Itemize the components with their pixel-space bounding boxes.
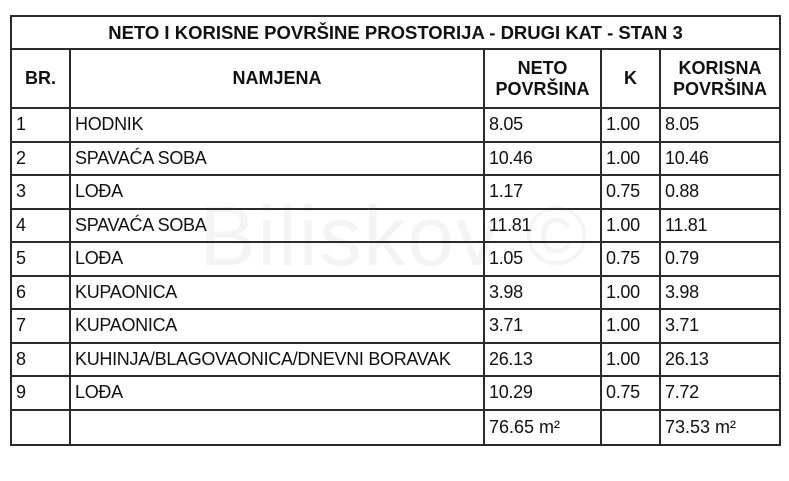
cell-korisna: 0.79 bbox=[660, 242, 780, 276]
total-korisna: 73.53 m² bbox=[660, 410, 780, 445]
header-k: K bbox=[601, 49, 660, 108]
cell-k: 1.00 bbox=[601, 309, 660, 343]
totals-row bbox=[11, 410, 780, 445]
cell-br: 9 bbox=[11, 376, 70, 410]
cell-k: 0.75 bbox=[601, 376, 660, 410]
table-row bbox=[11, 309, 780, 343]
cell-k: 1.00 bbox=[601, 343, 660, 377]
total-neto: 76.65 m² bbox=[484, 410, 601, 445]
cell-namjena: LOĐA bbox=[70, 242, 484, 276]
cell-br: 2 bbox=[11, 142, 70, 176]
cell-neto: 1.17 bbox=[484, 175, 601, 209]
area-table bbox=[10, 15, 781, 446]
cell-br: 4 bbox=[11, 209, 70, 243]
cell-korisna: 3.71 bbox=[660, 309, 780, 343]
totals-br bbox=[11, 410, 70, 445]
cell-k: 1.00 bbox=[601, 108, 660, 142]
cell-neto: 3.71 bbox=[484, 309, 601, 343]
header-neto-line2: POVRŠINA bbox=[495, 78, 590, 99]
cell-namjena: LOĐA bbox=[70, 376, 484, 410]
totals-namjena bbox=[70, 410, 484, 445]
cell-k: 1.00 bbox=[601, 276, 660, 310]
cell-neto: 1.05 bbox=[484, 242, 601, 276]
cell-korisna: 10.46 bbox=[660, 142, 780, 176]
cell-br: 1 bbox=[11, 108, 70, 142]
cell-namjena: LOĐA bbox=[70, 175, 484, 209]
cell-korisna: 7.72 bbox=[660, 376, 780, 410]
cell-namjena: KUPAONICA bbox=[70, 309, 484, 343]
cell-korisna: 11.81 bbox=[660, 209, 780, 243]
cell-br: 5 bbox=[11, 242, 70, 276]
cell-neto: 11.81 bbox=[484, 209, 601, 243]
cell-br: 8 bbox=[11, 343, 70, 377]
table-row bbox=[11, 376, 780, 410]
cell-br: 6 bbox=[11, 276, 70, 310]
cell-namjena: KUHINJA/BLAGOVAONICA/DNEVNI BORAVAK bbox=[70, 343, 484, 377]
cell-korisna: 8.05 bbox=[660, 108, 780, 142]
cell-namjena: SPAVAĆA SOBA bbox=[70, 142, 484, 176]
cell-k: 1.00 bbox=[601, 209, 660, 243]
cell-namjena: HODNIK bbox=[70, 108, 484, 142]
table-row bbox=[11, 276, 780, 310]
cell-korisna: 3.98 bbox=[660, 276, 780, 310]
table-row bbox=[11, 175, 780, 209]
cell-namjena: KUPAONICA bbox=[70, 276, 484, 310]
cell-korisna: 26.13 bbox=[660, 343, 780, 377]
cell-k: 0.75 bbox=[601, 242, 660, 276]
cell-br: 3 bbox=[11, 175, 70, 209]
header-neto-line1: NETO bbox=[517, 57, 568, 78]
table-title: NETO I KORISNE POVRŠINE PROSTORIJA - DRUGI KAT - STAN 3 bbox=[11, 16, 780, 49]
table-row bbox=[11, 242, 780, 276]
table-row bbox=[11, 108, 780, 142]
header-korisna-line2: POVRŠINA bbox=[673, 78, 768, 99]
header-neto bbox=[484, 49, 601, 108]
cell-neto: 10.29 bbox=[484, 376, 601, 410]
totals-k bbox=[601, 410, 660, 445]
cell-k: 1.00 bbox=[601, 142, 660, 176]
header-korisna-line1: KORISNA bbox=[678, 57, 762, 78]
header-br: BR. bbox=[11, 49, 70, 108]
cell-neto: 10.46 bbox=[484, 142, 601, 176]
table-row bbox=[11, 343, 780, 377]
header-korisna bbox=[660, 49, 780, 108]
cell-k: 0.75 bbox=[601, 175, 660, 209]
table-row bbox=[11, 209, 780, 243]
cell-neto: 26.13 bbox=[484, 343, 601, 377]
cell-br: 7 bbox=[11, 309, 70, 343]
cell-korisna: 0.88 bbox=[660, 175, 780, 209]
cell-neto: 3.98 bbox=[484, 276, 601, 310]
header-namjena: NAMJENA bbox=[70, 49, 484, 108]
cell-namjena: SPAVAĆA SOBA bbox=[70, 209, 484, 243]
cell-neto: 8.05 bbox=[484, 108, 601, 142]
table-row bbox=[11, 142, 780, 176]
